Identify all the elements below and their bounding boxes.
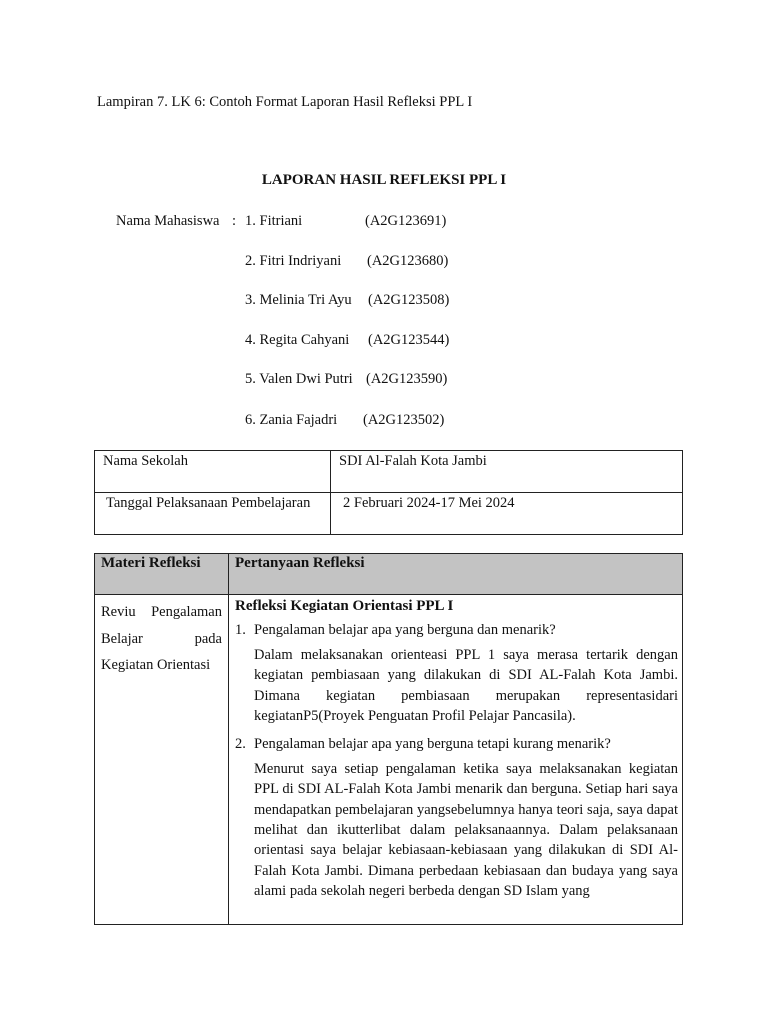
student-item	[245, 412, 445, 429]
student-id: (A2G123590)	[366, 371, 448, 387]
school-value: SDI Al-Falah Kota Jambi	[331, 451, 683, 493]
question-item	[235, 736, 678, 753]
table-row	[95, 493, 683, 535]
student-item	[245, 213, 447, 230]
student-name: 1. Fitriani	[245, 213, 303, 229]
table-row	[95, 451, 683, 493]
reflection-table	[94, 553, 683, 925]
date-label: Tanggal Pelaksanaan Pembelajaran	[95, 493, 331, 535]
question-item	[235, 622, 678, 639]
student-item	[245, 292, 450, 309]
student-id: (A2G123544)	[368, 332, 450, 348]
date-value: 2 Februari 2024-17 Mei 2024	[331, 493, 683, 535]
question-text: Pengalaman belajar apa yang berguna tetapi kurang menarik?	[254, 736, 611, 753]
section-title: Refleksi Kegiatan Orientasi PPL I	[235, 598, 454, 614]
students-label: Nama Mahasiswa	[116, 213, 220, 229]
material-cell	[95, 595, 229, 925]
student-name: 5. Valen Dwi Putri	[245, 371, 353, 387]
student-item	[245, 371, 448, 388]
material-line: Belajar pada	[101, 630, 222, 647]
student-name: 6. Zania Fajadri	[245, 412, 338, 428]
student-id: (A2G123680)	[367, 253, 449, 269]
answer-text: Menurut saya setiap pengalaman ketika saya melaksanakan kegiatan PPL di SDI AL-Falah Kota Jambi menarik dan berguna. Setiap hari saya mendapatkan pembelajaran yangsebelumnya hanya teori saja, saya dapat melihat dan ikutterlibat dalam pelaksanaannya. Dalam pelaksanaan orientasi saya belajar kebiasaan-kebiasaan yang dilakukan di SDI Al-Falah Kota Jambi. Dimana perbedaan kebiasaan dan budaya yang saya alami pada sekolah negeri berbeda dengan SD Islam yang	[254, 761, 678, 899]
student-name: 2. Fitri Indriyani	[245, 253, 342, 269]
material-line: Reviu Pengalaman	[101, 604, 222, 620]
school-info-table	[94, 450, 683, 535]
students-colon: :	[232, 213, 237, 229]
student-item	[245, 253, 449, 270]
attachment-line: Lampiran 7. LK 6: Contoh Format Laporan Hasil Refleksi PPL I	[97, 94, 473, 110]
student-id: (A2G123508)	[368, 292, 450, 308]
questions-cell	[229, 595, 683, 925]
student-id: (A2G123502)	[363, 412, 445, 428]
question-text: Pengalaman belajar apa yang berguna dan menarik?	[254, 622, 556, 638]
student-name: 4. Regita Cahyani	[245, 332, 350, 348]
table-header-row	[95, 554, 683, 595]
header-material: Materi Refleksi	[95, 554, 229, 595]
school-label: Nama Sekolah	[95, 451, 331, 493]
answer-text: Dalam melaksanakan orienteasi PPL 1 saya merasa tertarik dengan kegiatan pembiasaan yang dilakukan di SDI AL-Falah Kota Jambi. Dimana kegiatan pembiasaan merupakan representasidari kegiatanP5(Proyek Penguatan Profil Pelajar Pancasila).	[254, 647, 678, 724]
student-item	[245, 332, 450, 349]
question-number: 1.	[235, 622, 246, 638]
student-id: (A2G123691)	[365, 213, 447, 229]
report-title: LAPORAN HASIL REFLEKSI PPL I	[261, 172, 507, 188]
table-row	[95, 595, 683, 925]
material-line: Kegiatan Orientasi	[101, 657, 211, 673]
header-questions: Pertanyaan Refleksi	[229, 554, 683, 595]
student-name: 3. Melinia Tri Ayu	[245, 292, 352, 308]
question-number: 2.	[235, 736, 246, 753]
